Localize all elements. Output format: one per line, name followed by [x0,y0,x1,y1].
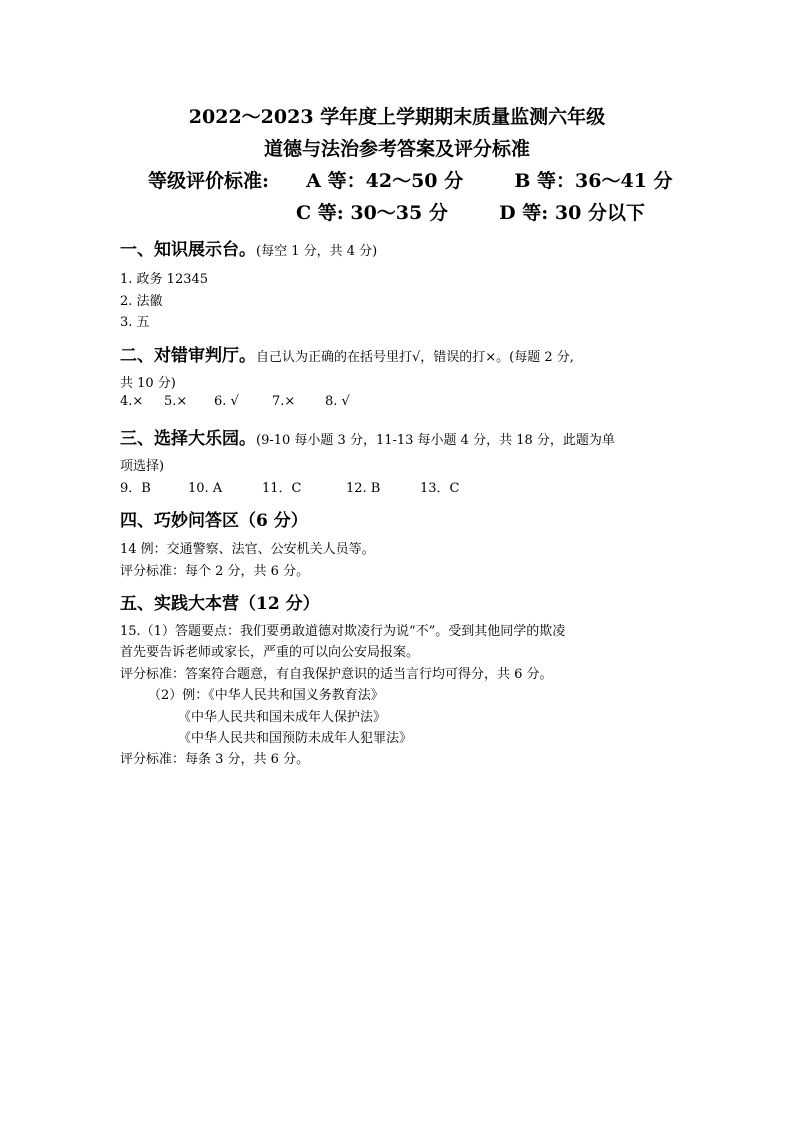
section3-heading: 三、选择大乐园。 [120,429,256,449]
section5-line2: 首先要告诉老师或家长，严重的可以向公安局报案。 [120,645,420,660]
section5-line4: （2）例：《中华人民共和国义务教育法》 [148,688,384,703]
grade-standard-line2 [296,198,645,225]
section1-heading: 一、知识展示台。 [120,240,256,260]
section3-answers [120,477,460,496]
answer-9: 9．B [120,481,151,496]
section2-note-line2: 共 10 分) [120,376,176,391]
answer-10: 10. A [188,481,223,496]
answer-12: 12. B [346,481,381,496]
answer-7: 7.× [272,394,296,409]
section1-heading-row [120,235,377,260]
section1-answer-1: 1. 政务 12345 [120,272,209,287]
answer-5: 5.× [164,394,188,409]
grade-standard-line1 [148,166,673,193]
document-title-line1: 2022～2023 学年度上学期期末质量监测六年级 [188,106,606,128]
section4-heading-row [120,506,308,531]
section4-line2: 评分标准：每个 2 分，共 6 分。 [120,564,310,579]
answer-11: 11．C [262,481,302,496]
grade-d: D 等: 30 分以下 [499,202,645,224]
grade-b: B 等：36～41 分 [514,170,673,192]
section4-line1: 14 例：交通警察、法官、公安机关人员等。 [120,542,375,557]
grade-a: A 等：42～50 分 [306,170,464,192]
section5-heading-row [120,589,320,614]
section3-heading-row [120,424,615,449]
section5-line5: 《中华人民共和国未成年人保护法》 [178,710,387,725]
section3-note: (9-10 每小题 3 分，11-13 每小题 4 分，共 18 分，此题为单 [256,433,615,448]
section2-note: 自己认为正确的在括号里打√，错误的打×。(每题 2 分, [256,350,574,365]
section1-answer-2: 2. 法徽 [120,294,163,309]
answer-6: 6. √ [214,394,239,409]
section1-answer-3: 3. 五 [120,315,150,330]
section1-note: (每空 1 分，共 4 分) [256,244,378,259]
answer-8: 8. √ [325,394,350,409]
section4-heading: 四、巧妙问答区（6 分） [120,511,308,531]
section2-heading-row [120,341,574,366]
section5-line7: 评分标准：每条 3 分，共 6 分。 [120,752,310,767]
section5-heading: 五、实践大本营（12 分） [120,594,320,614]
section3-note-line2: 项选择) [120,459,165,474]
grade-standard-label: 等级评价标准: [148,170,270,192]
section2-heading: 二、对错审判厅。 [120,346,256,366]
grade-c: C 等: 30～35 分 [296,202,448,224]
document-title-line2: 道德与法治参考答案及评分标准 [263,138,530,160]
section5-line1: 15.（1）答题要点：我们要勇敢道德对欺凌行为说“不”。受到其他同学的欺凌 [120,624,566,639]
answer-4: 4.× [120,394,144,409]
section5-line3: 评分标准：答案符合题意，有自我保护意识的适当言行均可得分，共 6 分。 [120,667,553,682]
section5-line6: 《中华人民共和国预防未成年人犯罪法》 [178,731,413,746]
answer-13: 13．C [420,481,460,496]
section2-answers [120,394,350,409]
